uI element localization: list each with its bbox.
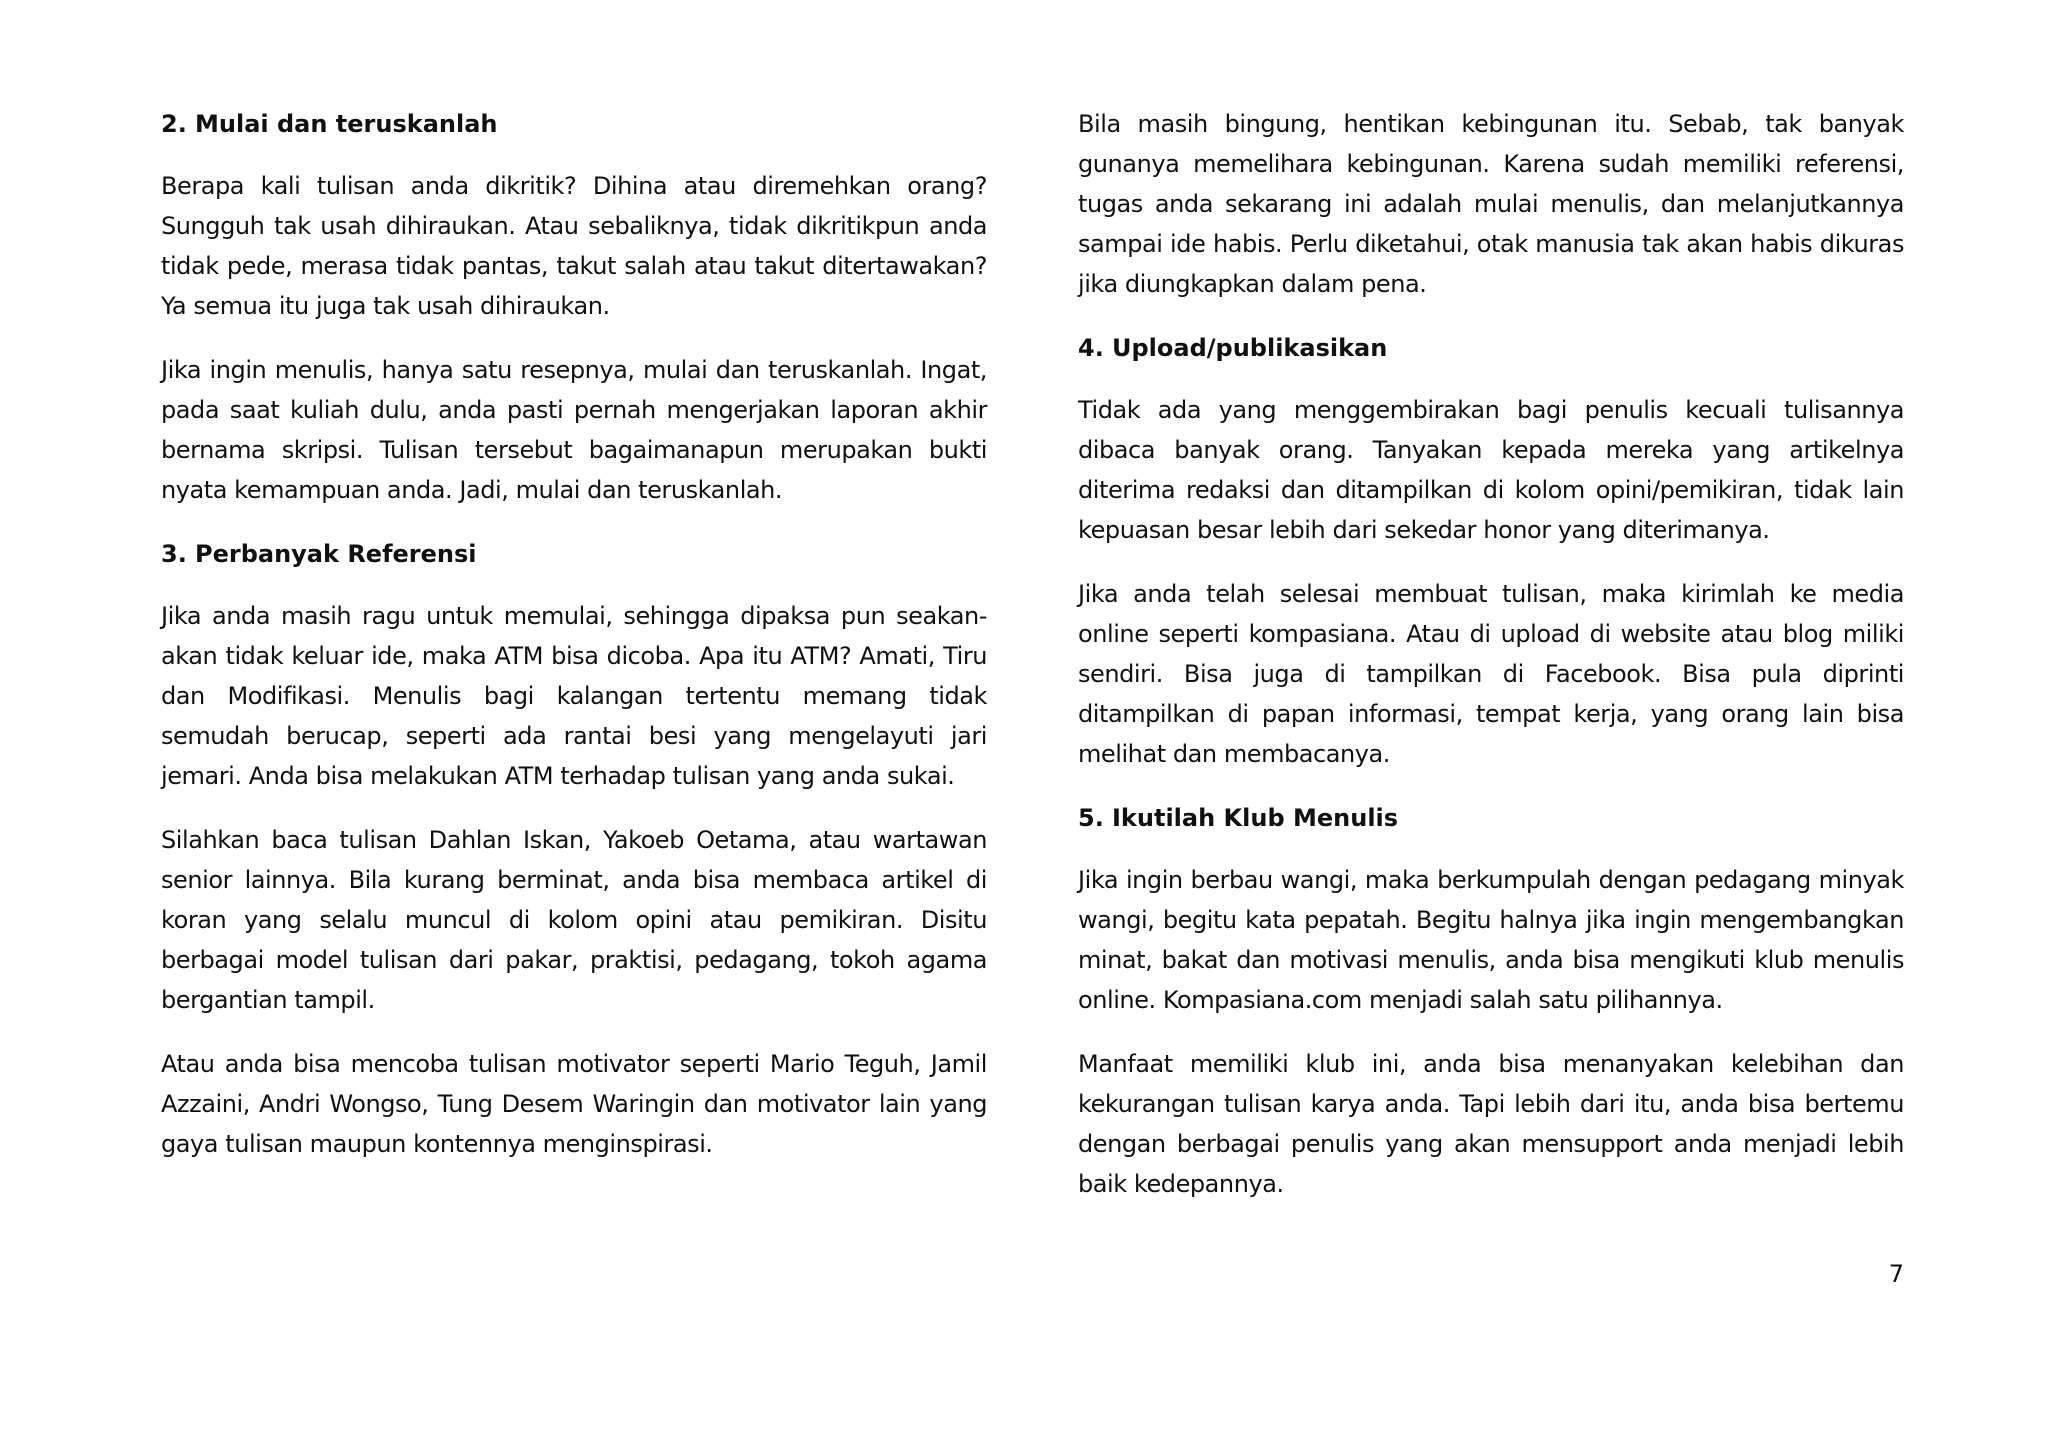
section-heading-3 — [161, 534, 987, 574]
section-number: 5. — [1078, 804, 1104, 832]
section-heading-5 — [1078, 798, 1904, 838]
paragraph: Atau anda bisa mencoba tulisan motivator seperti Mario Teguh, Jamil Azzaini, Andri Wongso, Tung Desem Waringin dan motivator lain yang gaya tulisan maupun kontennya menginspirasi. — [161, 1050, 987, 1158]
paragraph: Jika anda masih ragu untuk memulai, sehingga dipaksa pun seakan-akan tidak keluar ide, maka ATM bisa dicoba. Apa itu ATM? Amati, Tiru dan Modifikasi. Menulis bagi kalangan tertentu memang tidak semudah berucap, seperti ada rantai besi yang mengelayuti jari jemari. Anda bisa melakukan ATM terhadap tulisan yang anda sukai. — [161, 602, 987, 790]
section-heading-4 — [1078, 328, 1904, 368]
section-title: Upload/publikasikan — [1112, 334, 1388, 362]
section-title: Ikutilah Klub Menulis — [1112, 804, 1399, 832]
paragraph: Silahkan baca tulisan Dahlan Iskan, Yakoeb Oetama, atau wartawan senior lainnya. Bila kurang berminat, anda bisa membaca artikel di koran yang selalu muncul di kolom opini atau pemikiran. Disitu berbagai model tulisan dari pakar, praktisi, pedagang, tokoh agama bergantian tampil. — [161, 826, 987, 1014]
paragraph: Bila masih bingung, hentikan kebingunan itu. Sebab, tak banyak gunanya memelihara kebingunan. Karena sudah memiliki referensi, tugas anda sekarang ini adalah mulai menulis, dan melanjutkannya sampai ide habis. Perlu diketahui, otak manusia tak akan habis dikuras jika diungkapkan dalam pena. — [1078, 110, 1904, 298]
paragraph: Manfaat memiliki klub ini, anda bisa menanyakan kelebihan dan kekurangan tulisan karya anda. Tapi lebih dari itu, anda bisa bertemu dengan berbagai penulis yang akan mensupport anda menjadi lebih baik kedepannya. — [1078, 1050, 1904, 1198]
paragraph: Jika anda telah selesai membuat tulisan, maka kirimlah ke media online seperti kompasiana. Atau di upload di website atau blog miliki sendiri. Bisa juga di tampilkan di Facebook. Bisa pula diprinti ditampilkan di papan informasi, tempat kerja, yang orang lain bisa melihat dan membacanya. — [1078, 580, 1904, 768]
section-heading-2 — [161, 104, 987, 144]
section-number: 3. — [161, 540, 187, 568]
paragraph: Jika ingin menulis, hanya satu resepnya, mulai dan teruskanlah. Ingat, pada saat kuliah dulu, anda pasti pernah mengerjakan laporan akhir bernama skripsi. Tulisan tersebut bagaimanapun merupakan bukti nyata kemampuan anda. Jadi, mulai dan teruskanlah. — [161, 356, 987, 504]
section-number: 2. — [161, 110, 187, 138]
section-title: Perbanyak Referensi — [195, 540, 477, 568]
paragraph: Tidak ada yang menggembirakan bagi penulis kecuali tulisannya dibaca banyak orang. Tanyakan kepada mereka yang artikelnya diterima redaksi dan ditampilkan di kolom opini/pemikiran, tidak lain kepuasan besar lebih dari sekedar honor yang diterimanya. — [1078, 396, 1904, 544]
paragraph: Berapa kali tulisan anda dikritik? Dihina atau diremehkan orang? Sungguh tak usah dihiraukan. Atau sebaliknya, tidak dikritikpun anda tidak pede, merasa tidak pantas, takut salah atau takut ditertawakan? Ya semua itu juga tak usah dihiraukan. — [161, 172, 987, 320]
section-title: Mulai dan teruskanlah — [195, 110, 498, 138]
left-column — [161, 104, 987, 1188]
page-number: 7 — [1888, 1260, 1904, 1288]
section-number: 4. — [1078, 334, 1104, 362]
paragraph: Jika ingin berbau wangi, maka berkumpulah dengan pedagang minyak wangi, begitu kata pepatah. Begitu halnya jika ingin mengembangkan minat, bakat dan motivasi menulis, anda bisa mengikuti klub menulis online. Kompasiana.com menjadi salah satu pilihannya. — [1078, 866, 1904, 1014]
right-column — [1078, 104, 1904, 1228]
